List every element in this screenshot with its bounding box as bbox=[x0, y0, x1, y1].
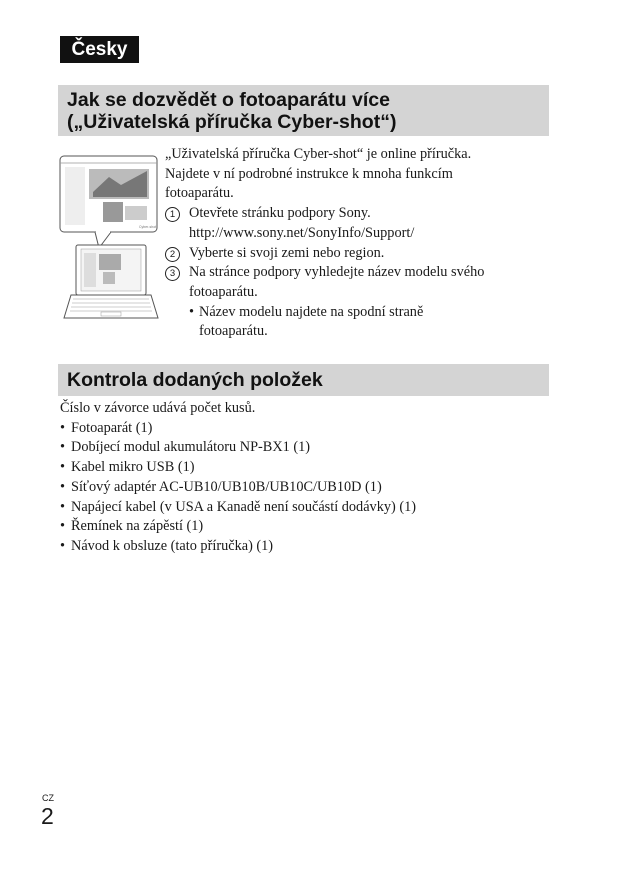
list-item: • Dobíjecí modul akumulátoru NP-BX1 (1) bbox=[60, 439, 311, 456]
step-1 bbox=[165, 204, 555, 243]
section-heading-supplied-items: Kontrola dodaných položek bbox=[58, 364, 549, 396]
list-item: • Řemínek na zápěstí (1) bbox=[60, 518, 204, 535]
language-tab: Česky bbox=[60, 36, 139, 63]
page-number: 2 bbox=[41, 803, 54, 829]
step-number: 1 bbox=[165, 207, 180, 222]
step-2 bbox=[165, 244, 555, 264]
bullet: • bbox=[189, 303, 195, 320]
list-item: • Fotoaparát (1) bbox=[60, 419, 153, 436]
laptop-illustration bbox=[59, 152, 159, 322]
list-item: • Napájecí kabel (v USA a Kanadě není součástí dodávky) (1) bbox=[60, 498, 416, 515]
list-intro: Číslo v závorce udává počet kusů. bbox=[60, 400, 256, 416]
laptop bbox=[64, 245, 158, 318]
model-name-note bbox=[165, 303, 555, 342]
intro-line: „Uživatelská příručka Cyber-shot“ je online příručka. bbox=[165, 146, 472, 162]
support-url: http://www.sony.net/SonyInfo/Support/ bbox=[189, 224, 415, 241]
list-item: • Kabel mikro USB (1) bbox=[60, 459, 195, 476]
heading-line-1: Jak se dozvědět o fotoaparátu více bbox=[67, 89, 390, 111]
step-text: Na stránce podpory vyhledejte název modelu svého bbox=[189, 264, 485, 281]
supplied-items-list bbox=[60, 399, 560, 557]
brand-logo-text: Cyber-shot bbox=[139, 225, 157, 229]
guide-instructions bbox=[165, 145, 555, 342]
list-item: • Návod k obsluze (tato příručka) (1) bbox=[60, 537, 274, 554]
section-heading-more-info bbox=[58, 85, 549, 136]
step-text: Otevřete stránku podpory Sony. bbox=[189, 205, 371, 222]
intro-line: Najdete v ní podrobné instrukce k mnoha funkcím bbox=[165, 165, 453, 182]
list-item: • Síťový adaptér AC-UB10/UB10B/UB10C/UB10D (1) bbox=[60, 478, 382, 495]
step-number: 3 bbox=[165, 266, 180, 281]
zoomed-browser-window bbox=[60, 156, 157, 232]
note-text: Název modelu najdete na spodní straně bbox=[199, 303, 424, 320]
step-3 bbox=[165, 263, 555, 302]
step-number: 2 bbox=[165, 247, 180, 262]
heading-line-2: („Uživatelská příručka Cyber-shot“) bbox=[67, 111, 397, 133]
step-text: fotoaparátu. bbox=[189, 283, 258, 300]
note-text: fotoaparátu. bbox=[199, 323, 268, 340]
step-text: Vyberte si svoji zemi nebo region. bbox=[189, 244, 385, 261]
country-code: CZ bbox=[42, 793, 54, 803]
intro-line: fotoaparátu. bbox=[165, 185, 234, 202]
